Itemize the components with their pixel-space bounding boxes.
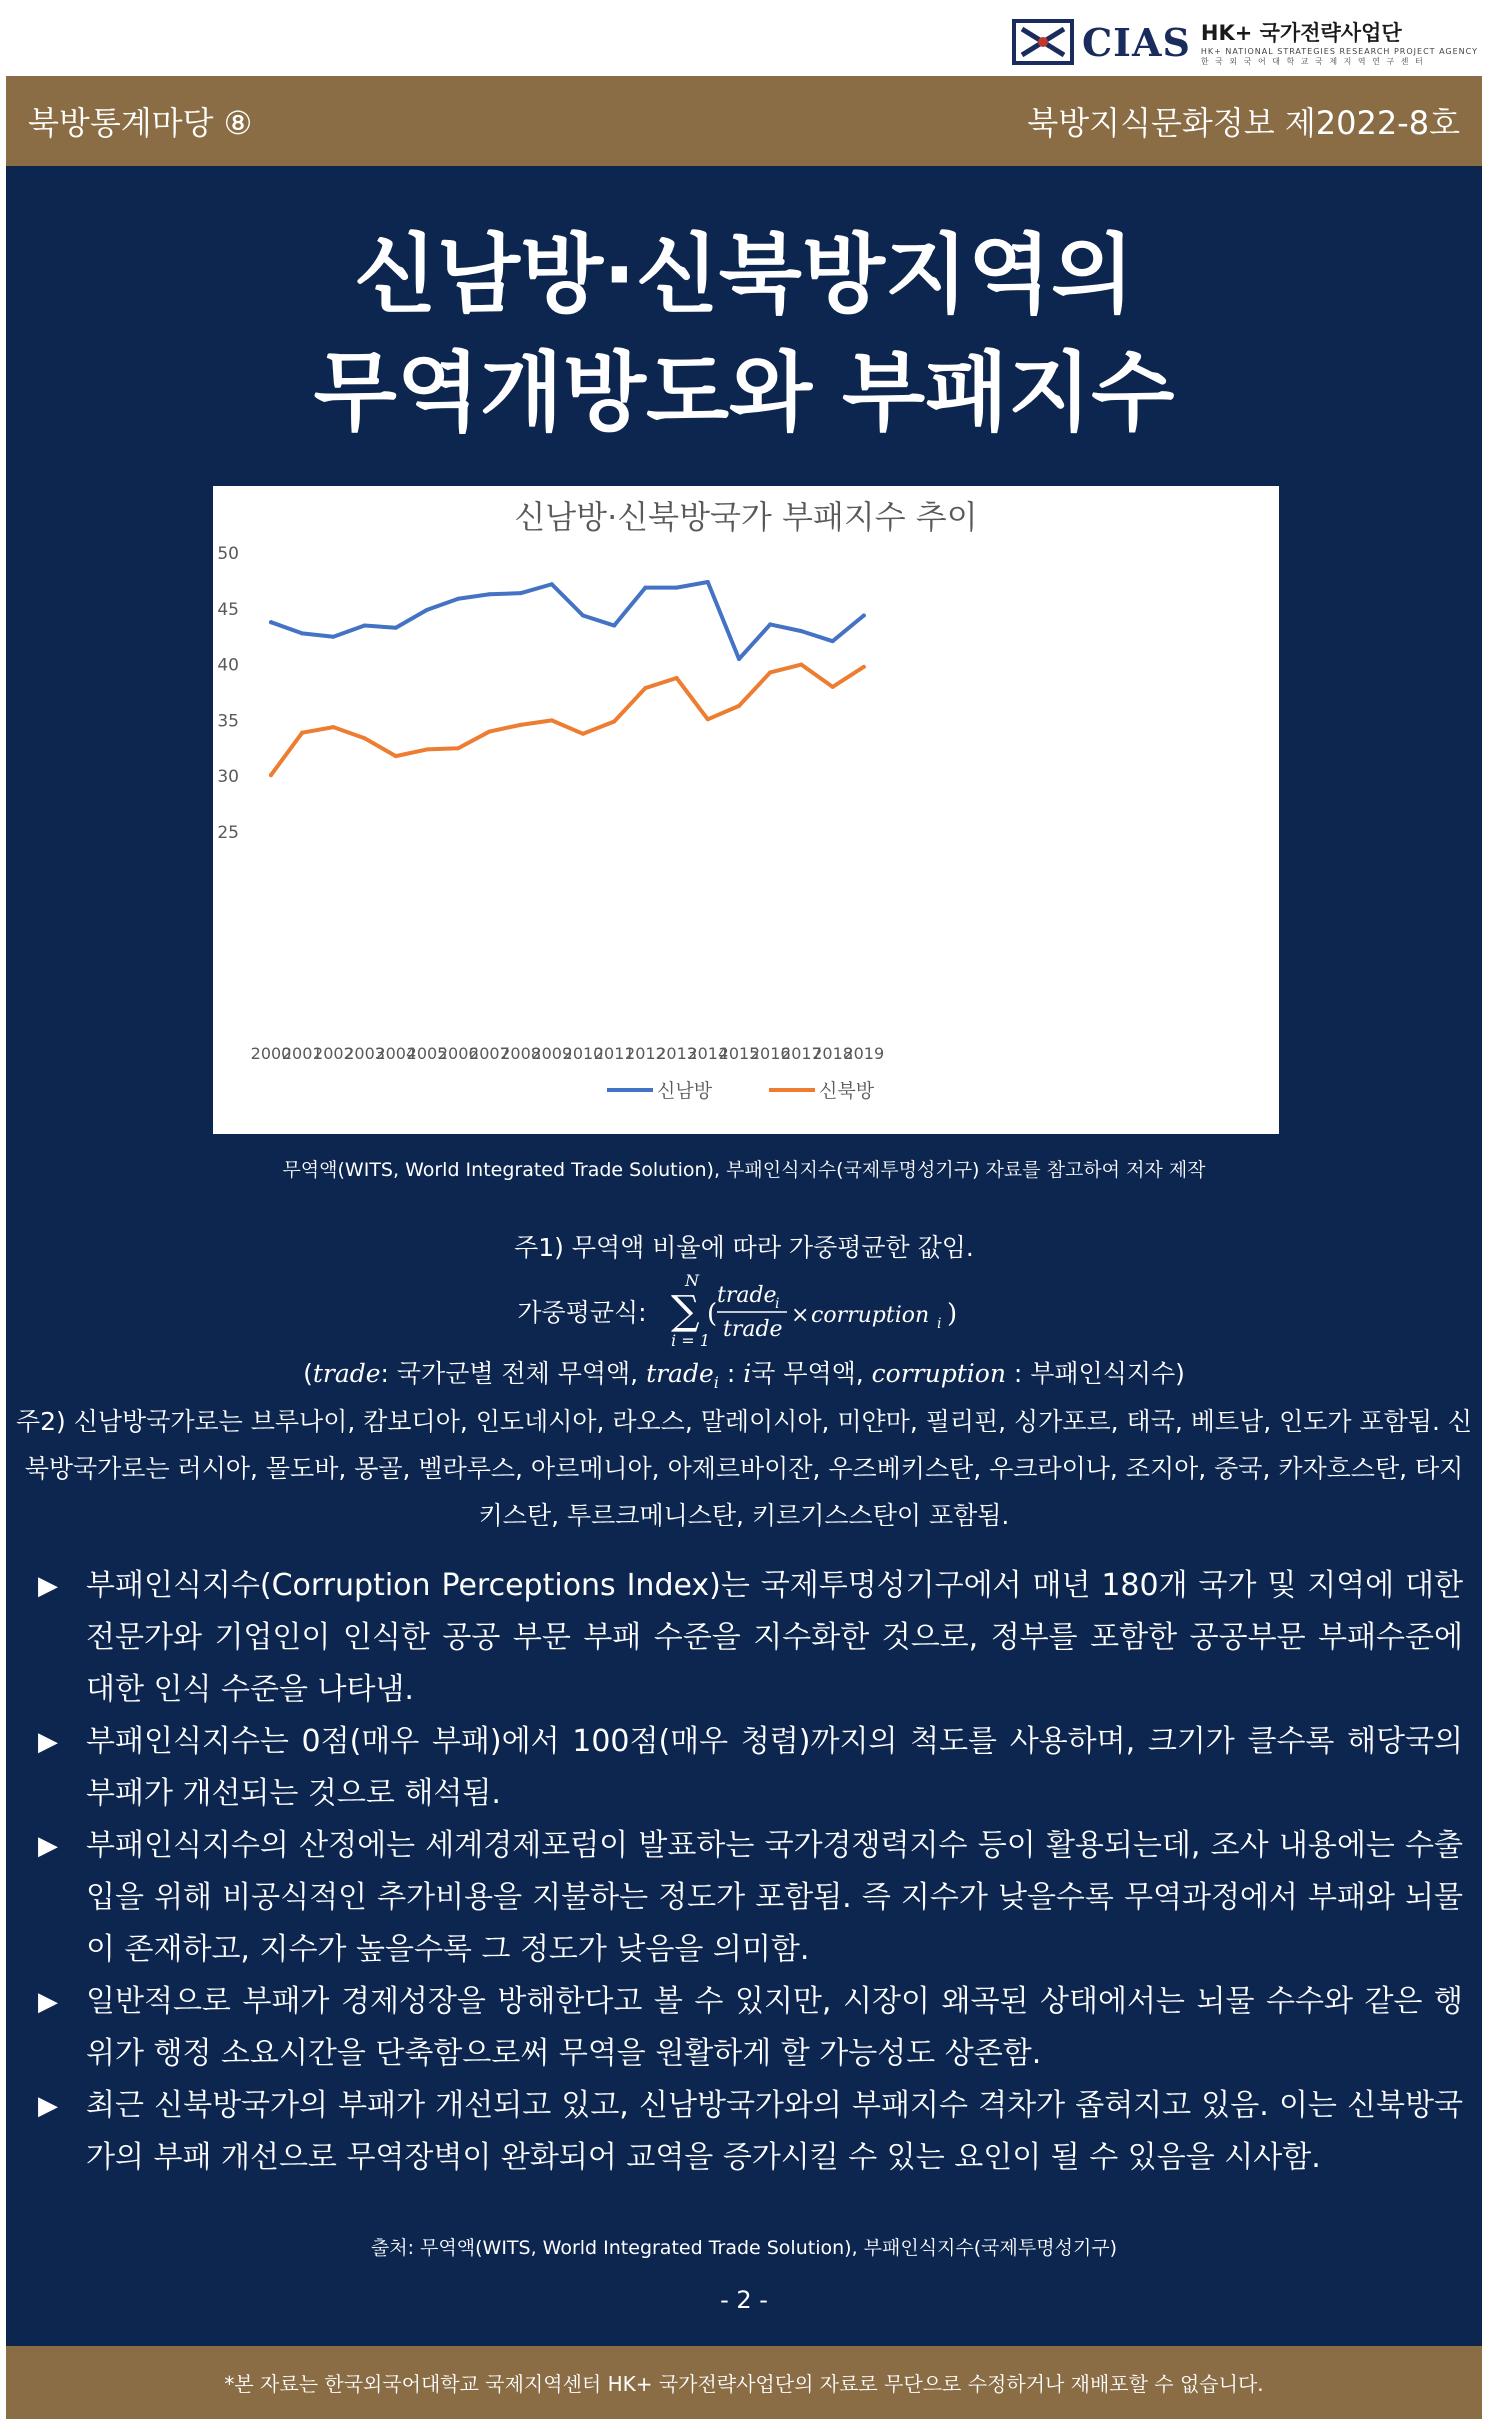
data-point: [269, 620, 273, 624]
bullet-arrow-icon: ▶: [38, 1571, 58, 1601]
formula-row: [6, 1272, 1482, 1350]
x-tick-label: 2016: [749, 1044, 791, 1063]
x-tick-label: 2004: [375, 1044, 417, 1063]
data-point: [425, 747, 429, 751]
bullet-item: [38, 1716, 1463, 1820]
header-bar: [6, 76, 1482, 166]
defs-i: i: [743, 1359, 752, 1388]
data-point: [612, 624, 616, 628]
defs-corruption: corruption: [871, 1359, 1006, 1388]
data-point: [363, 624, 367, 628]
data-point: [768, 622, 772, 626]
x-tick-label: 2009: [531, 1044, 573, 1063]
data-point: [394, 626, 398, 630]
bullet-item: [38, 1820, 1463, 1976]
defs-text-2: :: [718, 1359, 744, 1388]
data-point: [269, 773, 273, 777]
data-point: [456, 746, 460, 750]
x-tick-label: 2018: [812, 1044, 853, 1063]
weighted-average-formula: [671, 1272, 971, 1350]
x-tick-label: 2017: [781, 1044, 822, 1063]
variable-definitions: [6, 1354, 1482, 1392]
data-point: [550, 582, 554, 586]
x-tick-label: 2001: [281, 1044, 323, 1063]
y-tick-label: 50: [217, 544, 239, 564]
logo: [1012, 14, 1478, 70]
y-tick-label: 40: [217, 655, 239, 676]
defs-open: (: [303, 1359, 313, 1388]
x-tick-label: 2015: [718, 1044, 760, 1063]
data-point: [519, 591, 523, 595]
data-point: [675, 676, 679, 680]
svg-text:corruption: corruption: [810, 1303, 929, 1328]
series-line-south: [271, 582, 864, 659]
bullet-item: [38, 2080, 1463, 2184]
data-point: [581, 613, 585, 617]
logo-sub-ko: 한 국 외 국 어 대 학 교 국 제 지 역 연 구 센 터: [1200, 57, 1425, 66]
source-note: 출처: 무역액(WITS, World Integrated Trade Solution), 부패인식지수(국제투명성기구): [370, 2237, 1118, 2259]
data-point: [456, 597, 460, 601]
data-point: [737, 657, 741, 661]
defs-text-4: : 부패인식지수): [1005, 1359, 1185, 1388]
data-point: [394, 754, 398, 758]
logo-sub-en: HK+ NATIONAL STRATEGIES RESEARCH PROJECT AGENCY: [1200, 47, 1478, 56]
content-frame: [6, 76, 1482, 2419]
series-line-north: [271, 665, 864, 775]
x-tick-label: 2014: [687, 1044, 729, 1063]
y-tick-label: 35: [217, 711, 239, 732]
svg-text:trade: trade: [716, 1283, 777, 1308]
data-point: [675, 586, 679, 590]
data-point: [581, 732, 585, 736]
y-tick-label: 25: [217, 823, 239, 843]
legend-label: 신북방: [819, 1080, 875, 1102]
y-tick-label: 30: [217, 767, 239, 788]
defs-trade-i: trade: [646, 1359, 714, 1388]
bullet-item: [38, 1976, 1463, 2080]
svg-text:i = 1: i = 1: [670, 1331, 710, 1350]
x-tick-label: 2013: [656, 1044, 697, 1063]
defs-text-3: 국 무역액,: [751, 1359, 872, 1388]
data-point: [643, 586, 647, 590]
x-tick-label: 2005: [406, 1044, 448, 1063]
data-point: [425, 608, 429, 612]
x-tick-label: 2012: [625, 1044, 666, 1063]
chart-source: 무역액(WITS, World Integrated Trade Solution), 부패인식지수(국제투명성기구) 자료를 참고하여 저자 제작: [282, 1159, 1206, 1181]
data-point: [300, 731, 304, 735]
series-label: 북방통계마당 ⑧: [28, 104, 253, 142]
x-tick-label: 2007: [469, 1044, 510, 1063]
bullet-text: 부패인식지수(Corruption Perceptions Index)는 국제투명성기구에서 매년 180개 국가 및 지역에 대한 전문가와 기업인이 인식한 공공 부문 부패 수준을 지수화한 것으로, 정부를 포함한 공공부문 부패수준에 대한 인식 수준을 나타냄.: [86, 1568, 1463, 1707]
x-tick-label: 2019: [843, 1044, 885, 1063]
x-tick-label: 2002: [313, 1044, 354, 1063]
page-title: [6, 216, 1482, 452]
data-point: [612, 720, 616, 724]
svg-text:trade: trade: [722, 1317, 783, 1342]
svg-text:∑: ∑: [670, 1288, 700, 1334]
footer-notice: *본 자료는 한국외국어대학교 국제지역센터 HK+ 국가전략사업단의 자료로 무단으로 수정하거나 재배포할 수 없습니다.: [224, 2372, 1264, 2396]
data-point: [831, 639, 835, 643]
x-tick-label: 2000: [250, 1044, 292, 1063]
data-point: [519, 723, 523, 727]
bullet-arrow-icon: ▶: [38, 1987, 58, 2017]
defs-trade: trade: [312, 1359, 381, 1388]
data-point: [862, 665, 866, 669]
bullet-text: 부패인식지수의 산정에는 세계경제포럼이 발표하는 국가경쟁력지수 등이 활용되는데, 조사 내용에는 수출입을 위해 비공식적인 추가비용을 지불하는 정도가 포함됨. 즉 지수가 낮을수록 무역과정에서 부패와 뇌물이 존재하고, 지수가 높을수록 그 정도가 낮음을 의미함.: [86, 1828, 1463, 1967]
data-point: [331, 635, 335, 639]
x-tick-label: 2003: [344, 1044, 385, 1063]
logo-brand: CIAS: [1081, 19, 1191, 65]
note-1: 주1) 무역액 비율에 따라 가중평균한 값임.: [514, 1233, 974, 1262]
bullet-item: [38, 1560, 1463, 1716]
bullet-text: 최근 신북방국가의 부패가 개선되고 있고, 신남방국가와의 부패지수 격차가 좁혀지고 있음. 이는 신북방국가의 부패 개선으로 무역장벽이 완화되어 교역을 증가시킬 수 있는 요인이 될 수 있음을 시사함.: [86, 2088, 1463, 2175]
footer-bar: [6, 2346, 1482, 2419]
data-point: [799, 663, 803, 667]
bullet-arrow-icon: ▶: [38, 1727, 58, 1757]
svg-text:(: (: [706, 1299, 717, 1329]
data-point: [331, 725, 335, 729]
title-line-2: 무역개방도와 부패지수: [313, 343, 1175, 443]
data-point: [643, 686, 647, 690]
legend-label: 신남방: [657, 1080, 713, 1102]
data-point: [737, 704, 741, 708]
x-tick-label: 2011: [593, 1044, 635, 1063]
bullet-text: 부패인식지수는 0점(매우 부패)에서 100점(매우 청렴)까지의 척도를 사용하며, 크기가 클수록 해당국의 부패가 개선되는 것으로 해석됨.: [86, 1724, 1463, 1811]
data-point: [831, 685, 835, 689]
x-tick-label: 2010: [562, 1044, 604, 1063]
bullet-list: [38, 1560, 1463, 2184]
data-point: [706, 717, 710, 721]
formula-label: 가중평균식:: [517, 1298, 647, 1327]
svg-text:i: i: [774, 1296, 780, 1312]
svg-text:N: N: [684, 1272, 699, 1290]
corruption-index-line-chart: [213, 486, 1279, 1134]
issue-label: 북방지식문화정보 제2022-8호: [1027, 104, 1460, 142]
x-tick-label: 2008: [500, 1044, 541, 1063]
data-point: [706, 580, 710, 584]
svg-text:): ): [946, 1299, 957, 1329]
y-tick-label: 45: [217, 599, 239, 620]
note-2: 주2) 신남방국가로는 브루나이, 캄보디아, 인도네시아, 라오스, 말레이시아, 미얀마, 필리핀, 싱가포르, 태국, 베트남, 인도가 포함됨. 신북방국가로는 러시아, 몰도바, 몽골, 벨라루스, 아르메니아, 아제르바이잔, 우즈베키스탄, 우크라이나, 조지아, 중국, 카자흐스탄, 타지키스탄, 투르크메니스탄, 키르기스스탄이 포함됨.: [16, 1407, 1472, 1530]
logo-name: HK+ 국가전략사업단: [1200, 21, 1402, 45]
svg-text:i: i: [936, 1316, 942, 1332]
svg-text:×: ×: [790, 1303, 810, 1328]
data-point: [768, 670, 772, 674]
data-point: [487, 730, 491, 734]
x-tick-label: 2006: [437, 1044, 479, 1063]
chart-card: [213, 486, 1279, 1134]
page-number: - 2 -: [720, 2286, 768, 2314]
title-line-1: 신남방·신북방지역의: [353, 225, 1135, 325]
defs-sub-i: i: [713, 1373, 719, 1392]
data-point: [363, 736, 367, 740]
data-point: [799, 629, 803, 633]
bullet-arrow-icon: ▶: [38, 1831, 58, 1861]
data-point: [862, 613, 866, 617]
data-point: [300, 631, 304, 635]
chart-title: 신남방·신북방국가 부패지수 추이: [514, 498, 978, 536]
data-point: [487, 592, 491, 596]
cias-logo-icon: [1012, 17, 1074, 67]
bullet-text: 일반적으로 부패가 경제성장을 방해한다고 볼 수 있지만, 시장이 왜곡된 상태에서는 뇌물 수수와 같은 행위가 행정 소요시간을 단축함으로써 무역을 원활하게 할 가능성도 상존함.: [86, 1984, 1463, 2071]
defs-text-1: : 국가군별 전체 무역액,: [380, 1359, 647, 1388]
bullet-arrow-icon: ▶: [38, 2091, 58, 2121]
data-point: [550, 718, 554, 722]
